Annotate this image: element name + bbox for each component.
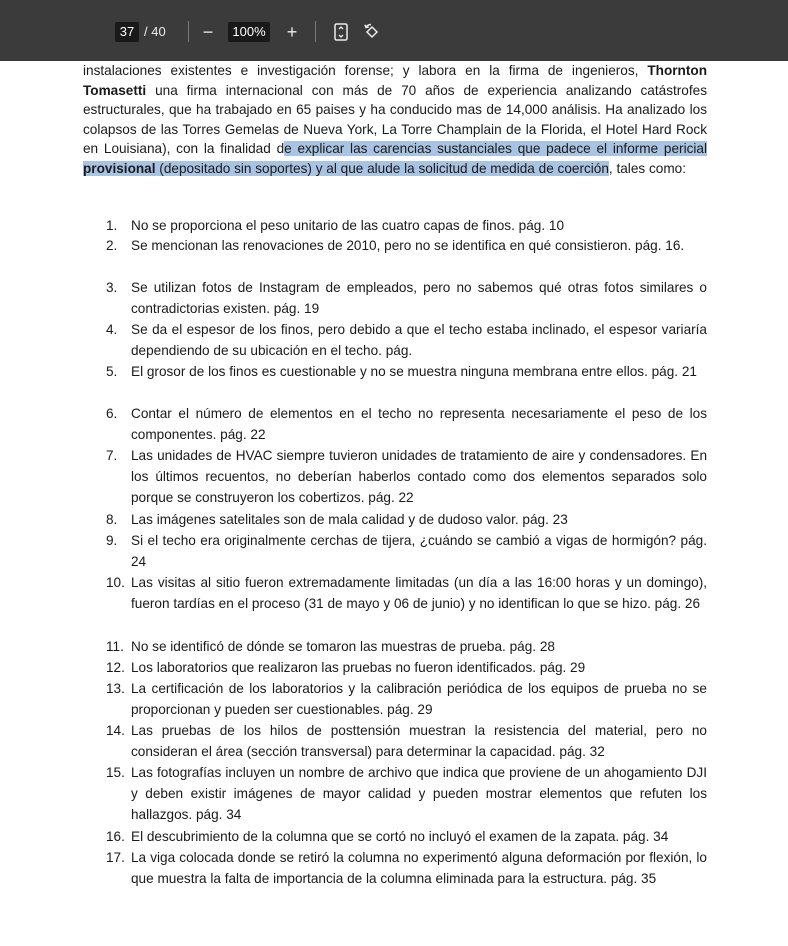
zoom-level-input[interactable]: 100%	[228, 22, 270, 42]
list-text: No se identificó de dónde se tomaron las muestras de prueba. pág. 28	[131, 639, 555, 654]
list-number: 16.	[106, 829, 125, 844]
list-number: 7.	[106, 448, 118, 463]
list-text: Las pruebas de los hilos de posttensión muestran la resistencia del material, pero no consideran el área (sección transversal) para determinar la capacidad. pág. 32	[131, 723, 707, 760]
list-item	[106, 403, 707, 445]
list-item	[106, 319, 707, 361]
list-item	[106, 826, 707, 847]
list-text: Las fotografías incluyen un nombre de archivo que indica que proviene de un ahogamiento DJI y deben existir imágenes de mayor calidad y pueden mostrar elementos que refuten los hallazgos. pág. 34	[131, 765, 707, 823]
toolbar-divider	[188, 21, 189, 42]
list-text: La viga colocada donde se retiró la columna no experimentó alguna deformación por flexión, lo que muestra la falta de importancia de la columna eliminada para la estructura. pág. 35	[131, 850, 707, 887]
list-number: 2.	[106, 238, 118, 253]
list-item	[106, 762, 707, 826]
list-number: 17.	[106, 850, 125, 865]
list-item	[106, 636, 707, 657]
intro-text: , tales como:	[608, 160, 686, 176]
list-text: Se utilizan fotos de Instagram de empleados, pero no sabemos qué otras fotos similares o contradictorias existen. pág. 19	[131, 280, 707, 317]
fit-page-button[interactable]	[331, 20, 351, 44]
list-item	[106, 720, 707, 762]
list-text: El grosor de los finos es cuestionable y no se muestra ninguna membrana entre ellos. pág. 21	[131, 364, 697, 379]
toolbar-divider	[315, 21, 316, 42]
list-number: 15.	[106, 765, 125, 780]
list-text: Los laboratorios que realizaron las pruebas no fueron identificados. pág. 29	[131, 660, 586, 675]
intro-paragraph	[83, 61, 707, 179]
list-item	[106, 361, 707, 382]
rotate-icon	[363, 23, 381, 41]
pdf-toolbar	[0, 0, 788, 61]
list-text: Las visitas al sitio fueron extremadamente limitadas (un día a las 16:00 horas y un domingo), fueron tardías en el proceso (31 de mayo y 06 de junio) y no identifican lo que se hizo. pág. 26	[131, 575, 707, 612]
fit-page-icon	[334, 23, 348, 41]
list-item	[106, 572, 707, 614]
list-item	[106, 235, 707, 256]
list-item	[106, 509, 707, 530]
list-text: Se mencionan las renovaciones de 2010, pero no se identifica en qué consistieron. pág. 16.	[131, 238, 685, 253]
intro-text: una firma internacional con más de 70 años de experiencia analizando catástrofes estructurales, que ha trabajado en 65 paises y ha conducido mas de 14,000 análisis. Ha analizado los colapsos de las Torres Gemelas de Nueva York, La Torre Champlain de la Florida, el Hotel Hard Rock en Louisiana), con la finalidad d	[83, 82, 707, 157]
page-number-input[interactable]: 37	[115, 22, 139, 42]
list-text: No se proporciona el peso unitario de las cuatro capas de finos. pág. 10	[131, 218, 565, 233]
list-text: Las imágenes satelitales son de mala calidad y de dudoso valor. pág. 23	[131, 512, 568, 527]
page-total: / 40	[144, 24, 166, 39]
zoom-in-icon: +	[286, 22, 298, 42]
list-text: La certificación de los laboratorios y la calibración periódica de los equipos de prueba no se proporcionan y pueden ser cuestionables. pág. 29	[131, 681, 707, 718]
list-number: 5.	[106, 364, 118, 379]
list-number: 3.	[106, 280, 118, 295]
list-number: 4.	[106, 322, 118, 337]
intro-text: instalaciones existentes e investigación forense; y labora en la firma de ingenieros,	[83, 63, 648, 78]
list-text: Si el techo era originalmente cerchas de tijera, ¿cuándo se cambió a vigas de hormigón? pág. 24	[131, 533, 707, 570]
list-number: 1.	[106, 218, 118, 233]
zoom-out-icon: −	[202, 22, 214, 42]
list-text: Las unidades de HVAC siempre tuvieron unidades de tratamiento de aire y condensadores. En los últimos recuentos, no deberían haberlos contado como dos elementos separados solo porque se construyeron los cobertizos. pág. 22	[131, 448, 707, 506]
list-text: Contar el número de elementos en el techo no representa necesariamente el peso de los componentes. pág. 22	[131, 406, 707, 443]
list-item	[106, 530, 707, 572]
list-number: 10.	[106, 575, 125, 590]
list-number: 12.	[106, 660, 125, 675]
rotate-button[interactable]	[362, 20, 382, 44]
list-number: 9.	[106, 533, 118, 548]
list-number: 8.	[106, 512, 118, 527]
selected-text: e explicar las carencias sustanciales que padece el informe pericial	[284, 141, 707, 157]
list-item	[106, 215, 707, 236]
document-page	[83, 61, 707, 887]
firm-name: Thornton Tomasetti	[83, 63, 707, 98]
zoom-in-button[interactable]	[283, 20, 301, 44]
selected-text: (depositado sin soportes) y al que alude la solicitud de medida de coerción	[155, 160, 609, 176]
list-number: 13.	[106, 681, 125, 696]
list-item	[106, 445, 707, 509]
list-item	[106, 847, 707, 889]
list-item	[106, 657, 707, 678]
list-number: 11.	[106, 639, 124, 654]
list-item	[106, 678, 707, 720]
selected-text-bold: provisional	[83, 160, 156, 176]
list-item	[106, 277, 707, 319]
list-text: El descubrimiento de la columna que se cortó no incluyó el examen de la zapata. pág. 34	[131, 829, 669, 844]
zoom-out-button[interactable]	[199, 20, 217, 44]
list-text: Se da el espesor de los finos, pero debido a que el techo estaba inclinado, el espesor variaría dependiendo de su ubicación en el techo. pág.	[131, 322, 707, 359]
list-number: 6.	[106, 406, 118, 421]
list-number: 14.	[106, 723, 125, 738]
